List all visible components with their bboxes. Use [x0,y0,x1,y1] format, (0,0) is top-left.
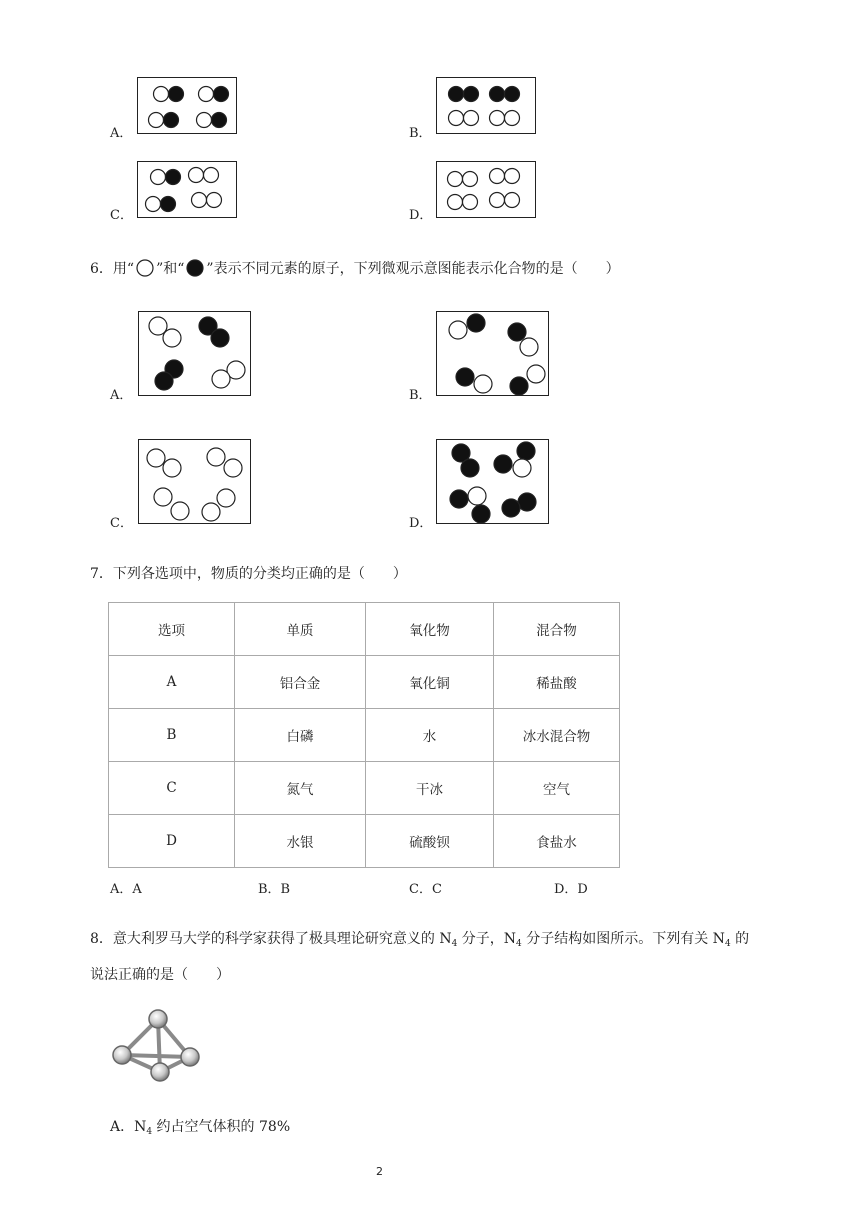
table-row [109,762,620,815]
q5-option-a-label: A． [110,126,133,141]
molecule-diagram [437,78,537,135]
q8-stem-line2: 说法正确的是（ ） [90,967,230,983]
q6-option-a-diagram [138,311,251,396]
white-atom-icon [134,259,156,277]
table-row [109,815,620,868]
q7-choice-c: C．C [409,882,442,897]
n4-molecule-structure [108,1005,204,1087]
q6-option-b-diagram [436,311,549,396]
q6-option-c-label: C． [110,516,133,531]
q5-option-d-diagram [436,161,536,218]
q6-option-c-diagram [138,439,251,524]
table-cell: 食盐水 [494,815,620,868]
subscript: 4 [146,1127,153,1137]
q8-option-text: 约占空气体积的 78% [152,1119,291,1135]
q5-option-c-label: C． [110,208,133,223]
page-number: 2 [376,1165,383,1178]
table-cell: A [109,656,235,709]
table-cell: 氧化铜 [366,656,494,709]
table-cell: 硫酸钡 [366,815,494,868]
q8-option-a [110,1116,290,1136]
q8-stem-line1 [90,928,749,948]
q6-option-d-label: D． [409,516,433,531]
table-cell: 白磷 [235,709,366,762]
q8-option-text: A．N [110,1119,147,1135]
table-row [109,709,620,762]
q8-text: 分子结构如图所示。下列有关 N [521,931,725,947]
q8-text: 的 [730,931,750,947]
q5-option-d-label: D． [409,208,433,223]
table-cell: 铝合金 [235,656,366,709]
subscript: 4 [516,939,522,949]
table-header-cell: 单质 [235,603,366,656]
molecule-diagram [138,162,238,219]
molecule-diagram [138,78,238,135]
table-header-cell: 氧化物 [366,603,494,656]
table-cell: 水 [366,709,494,762]
molecule-diagram [437,312,550,397]
table-cell: D [109,815,235,868]
table-header-row [109,603,620,656]
q7-choice-a: A．A [110,882,142,897]
table-cell: 干冰 [366,762,494,815]
subscript: 4 [724,939,731,949]
q6-text-pre: 用“ [112,261,135,277]
q5-option-b-label: B． [409,126,432,141]
q8-text: 分子，N [457,931,517,947]
q5-option-a-diagram [137,77,237,134]
q7-choice-b: B．B [258,882,291,897]
table-cell: 冰水混合物 [494,709,620,762]
molecule-diagram [139,312,252,397]
table-header-cell: 混合物 [494,603,620,656]
table-cell: 氮气 [235,762,366,815]
table-cell: 空气 [494,762,620,815]
molecule-diagram [437,440,550,525]
q6-option-a-label: A． [110,388,133,403]
molecule-diagram [437,162,537,219]
q6-text-mid: ”和“ [156,261,185,277]
q5-option-b-diagram [436,77,536,134]
molecule-diagram [139,440,252,525]
q6-number: 6． [90,261,113,277]
table-row [109,656,620,709]
table-cell: B [109,709,235,762]
black-atom-icon [184,259,206,277]
q6-stem [90,258,620,278]
table-header-cell: 选项 [109,603,235,656]
table-cell: C [109,762,235,815]
table-cell: 稀盐酸 [494,656,620,709]
q5-option-c-diagram [137,161,237,218]
q6-option-b-label: B． [409,388,432,403]
q7-choice-d: D．D [554,882,588,897]
q6-text-post: ”表示不同元素的原子，下列微观示意图能表示化合物的是（ ） [206,261,620,277]
q8-text: 8．意大利罗马大学的科学家获得了极具理论研究意义的 N [90,931,452,947]
subscript: 4 [451,939,458,949]
q6-option-d-diagram [436,439,549,524]
table-cell: 水银 [235,815,366,868]
classification-table [108,602,620,868]
q7-stem: 7．下列各选项中，物质的分类均正确的是（ ） [90,566,407,582]
